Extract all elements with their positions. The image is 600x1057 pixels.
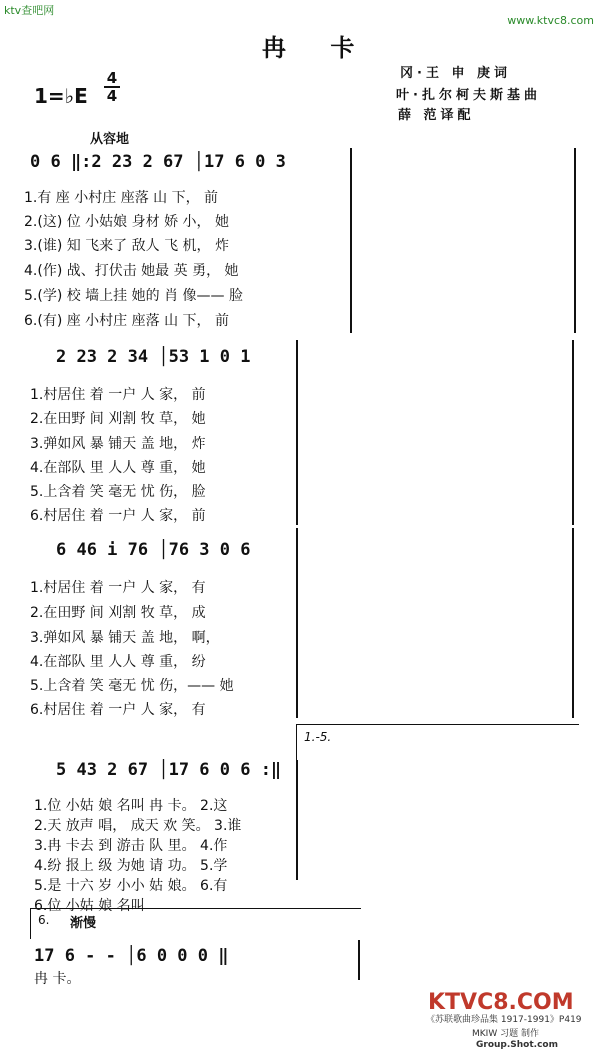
time-signature-top: 4 [106,69,118,87]
barline [296,760,298,880]
lyric-line: 2.在田野 间 刈割 牧 草， 成 [30,605,206,621]
lyric-line: 2.在田野 间 刈割 牧 草， 她 [30,411,206,427]
lyric-line: 5.上含着 笑 毫无 忧 伤，—— 她 [30,678,234,694]
notes-system-2: 2 23 2 34 │53 1 0 1 [56,347,251,367]
brand-logo: KTVC8.COM [428,990,574,1015]
lyric-line: 1.有 座 小村庄 座落 山 下， 前 [24,190,219,206]
site-note: Group.Shot.com [476,1040,558,1050]
lyric-line: 4.在部队 里 人人 尊 重， 纷 [30,654,206,670]
lyric-line: 6.(有) 座 小村庄 座落 山 下， 前 [24,313,229,329]
lyric-line: 5.上含着 笑 毫无 忧 伤， 脸 [30,484,206,500]
composer-credit: 叶·扎尔柯夫斯基曲 [396,88,541,103]
lyric-line: 3.弹如风 暴 铺天 盖 地， 炸 [30,436,206,452]
tempo-marking: 从容地 [90,132,130,147]
barline [296,340,298,525]
lyric-line: 2.天 放声 唱， 成天 欢 笑。 3.谁 [34,818,242,834]
barline [296,528,298,718]
lyric-line: 3.冉 卡去 到 游击 队 里。 4.作 [34,838,228,854]
source-note: 《苏联歌曲珍品集 1917-1991》P419 [426,1015,582,1025]
lyric-line: 4.在部队 里 人人 尊 重， 她 [30,460,206,476]
notes-system-4: 5 43 2 67 │17 6 0 6 :‖ [56,760,282,780]
lyricist-credit: 冈·王 申 庚词 [400,66,511,81]
barline [572,528,574,718]
song-title: 冉 卡 [262,34,373,62]
lyric-line: 2.(这) 位 小姑娘 身材 娇 小， 她 [24,214,229,230]
volta-label: 6. [38,913,50,927]
maker-note: MKIW 习题 制作 [472,1029,539,1039]
barline [350,148,352,333]
lyric-line: 1.村居住 着 一户 人 家， 有 [30,580,206,596]
lyric-line: 3.弹如风 暴 铺天 盖 地， 啊， [30,630,220,646]
barline [358,940,360,980]
time-signature-bottom: 4 [104,86,120,104]
lyric-line: 5.是 十六 岁 小小 姑 娘。 6.有 [34,878,228,894]
translator-credit: 薛 范译配 [398,108,475,123]
lyric-line: 3.(谁) 知 飞来了 敌人 飞 机， 炸 [24,238,229,254]
barline [572,340,574,525]
time-signature [104,70,120,104]
lyric-line: 6.位 小姑 娘 名叫 [34,898,145,914]
lyric-line: 1.位 小姑 娘 名叫 冉 卡。 2.这 [34,798,228,814]
lyric-line: 冉 卡。 [34,971,81,987]
barline [574,148,576,333]
volta-label: 1.-5. [304,730,332,744]
lyric-line: 4.(作) 战、打伏击 她最 英 勇， 她 [24,263,239,279]
lyric-line: 6.村居住 着 一户 人 家， 前 [30,508,206,524]
tempo-marking-ritardando: 渐慢 [70,916,97,931]
lyric-line: 1.村居住 着 一户 人 家， 前 [30,387,206,403]
lyric-line: 5.(学) 校 墙上挂 她的 肖 像—— 脸 [24,288,243,304]
key-signature: 1=♭E [34,84,88,108]
notes-system-3: 6 46 i 76 │76 3 0 6 [56,540,251,560]
notes-system-5: 17 6 - - │6 0 0 0 ‖ [34,946,229,966]
watermark-right: www.ktvc8.com [507,14,594,27]
notes-system-1: 0 6 ‖:2 23 2 67 │17 6 0 3 [30,152,286,172]
watermark-left: ktv查吧网 [4,4,55,17]
lyric-line: 6.村居住 着 一户 人 家， 有 [30,702,206,718]
volta-bracket-1-5 [296,724,579,761]
lyric-line: 4.纷 报上 级 为她 请 功。 5.学 [34,858,228,874]
